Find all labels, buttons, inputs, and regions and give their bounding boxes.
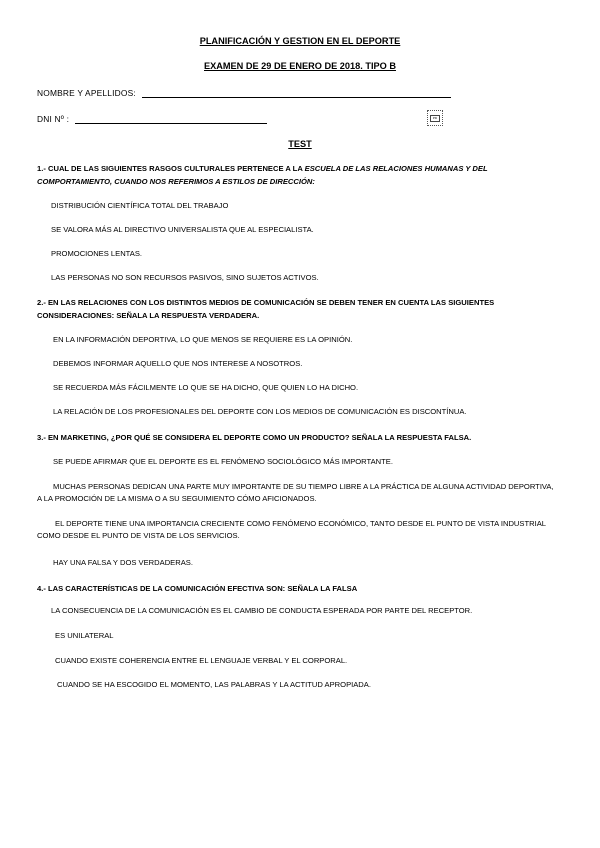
q1-option-c[interactable]: PROMOCIONES LENTAS. (51, 249, 142, 258)
q3-option-b[interactable]: MUCHAS PERSONAS DEDICAN UNA PARTE MUY IMPORTANTE DE SU TIEMPO LIBRE A LA PRÁCTICA DE ALGUNA ACTIVIDAD DEPORTIVA, A LA PROMOCIÓN DE LA MISMA O A SU SEGUIMIENTO CÓMO AFICIONADOS. (37, 482, 554, 503)
q1-option-a[interactable]: DISTRIBUCIÓN CIENTÍFICA TOTAL DEL TRABAJO (51, 201, 229, 210)
q1-option-d[interactable]: LAS PERSONAS NO SON RECURSOS PASIVOS, SINO SUJETOS ACTIVOS. (51, 273, 319, 282)
section-title: TEST (288, 139, 312, 149)
name-label: NOMBRE Y APELLIDOS: (37, 88, 136, 98)
q2-option-b[interactable]: DEBEMOS INFORMAR AQUELLO QUE NOS INTERESE A NOSOTROS. (53, 359, 303, 368)
q4-option-b[interactable]: ES UNILATERAL (55, 631, 114, 640)
exam-subtitle: EXAMEN DE 29 DE ENERO DE 2018. TIPO B (204, 61, 396, 71)
q3-option-a[interactable]: SE PUEDE AFIRMAR QUE EL DEPORTE ES EL FENÓMENO SOCIOLÓGICO MÁS IMPORTANTE. (53, 457, 393, 466)
q2-option-a[interactable]: EN LA INFORMACIÓN DEPORTIVA, LO QUE MENOS SE REQUIERE ES LA OPINIÓN. (53, 335, 353, 344)
question-3: 3.- EN MARKETING, ¿POR QUÉ SE CONSIDERA EL DEPORTE COMO UN PRODUCTO? SEÑALA LA RESPUESTA FALSA. (37, 433, 472, 442)
dni-label: DNI Nº : (37, 114, 70, 124)
question-1-emphasis: ESCUELA DE LAS RELACIONES HUMANAS Y DEL COMPORTAMIENTO, CUANDO NOS REFERIMOS A ESTILOS DE DIRECCIÓN: (37, 164, 488, 186)
document-title: PLANIFICACIÓN Y GESTION EN EL DEPORTE (199, 36, 401, 46)
question-1 (37, 162, 557, 188)
q4-option-c[interactable]: CUANDO EXISTE COHERENCIA ENTRE EL LENGUAJE VERBAL Y EL CORPORAL. (55, 656, 348, 665)
q3-option-c[interactable]: EL DEPORTE TIENE UNA IMPORTANCIA CRECIENTE COMO FENÓMENO ECONÓMICO, TANTO DESDE EL PUNTO DE VISTA INDUSTRIAL COMO DESDE EL PUNTO DE VISTA DE LOS SERVICIOS. (37, 519, 546, 540)
score-box-label: PD (430, 115, 440, 122)
score-box (427, 110, 443, 126)
question-1-text: 1.- CUAL DE LAS SIGUIENTES RASGOS CULTURALES PERTENECE A LA (37, 164, 305, 173)
question-4: 4.- LAS CARACTERÍSTICAS DE LA COMUNICACIÓN EFECTIVA SON: SEÑALA LA FALSA (37, 584, 358, 593)
q4-option-a[interactable]: LA CONSECUENCIA DE LA COMUNICACIÓN ES EL CAMBIO DE CONDUCTA ESPERADA POR PARTE DEL RECEPTOR. (51, 606, 473, 615)
name-field-line[interactable] (142, 97, 451, 98)
question-2: 2.- EN LAS RELACIONES CON LOS DISTINTOS MEDIOS DE COMUNICACIÓN SE DEBEN TENER EN CUENTA LAS SIGUIENTES CONSIDERACIONES: SEÑALA LA RESPUESTA VERDADERA. (37, 298, 495, 320)
q4-option-d[interactable]: CUANDO SE HA ESCOGIDO EL MOMENTO, LAS PALABRAS Y LA ACTITUD APROPIADA. (57, 680, 371, 689)
dni-field-line[interactable] (75, 123, 267, 124)
q2-option-d[interactable]: LA RELACIÓN DE LOS PROFESIONALES DEL DEPORTE CON LOS MEDIOS DE COMUNICACIÓN ES DISCONTÍNUA. (53, 407, 467, 416)
q3-option-d[interactable]: HAY UNA FALSA Y DOS VERDADERAS. (53, 558, 193, 567)
q1-option-b[interactable]: SE VALORA MÁS AL DIRECTIVO UNIVERSALISTA QUE AL ESPECIALISTA. (51, 225, 314, 234)
q2-option-c[interactable]: SE RECUERDA MÁS FÁCILMENTE LO QUE SE HA DICHO, QUE QUIEN LO HA DICHO. (53, 383, 359, 392)
